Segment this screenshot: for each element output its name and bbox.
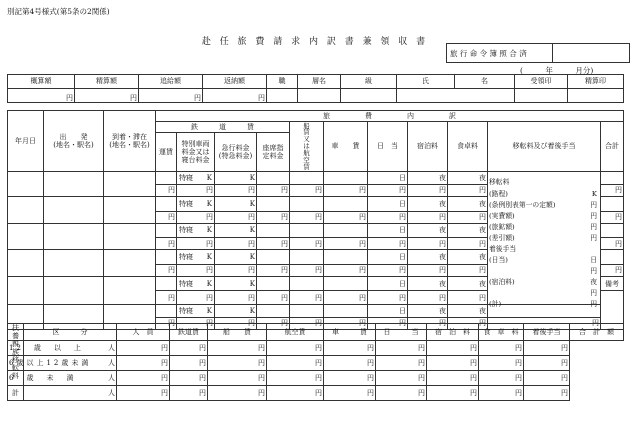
express-yen[interactable]: 円 bbox=[215, 318, 257, 330]
car-yen[interactable]: 円 bbox=[324, 238, 368, 250]
day-count[interactable]: 日 bbox=[368, 172, 408, 185]
table-yen[interactable]: 円 bbox=[448, 318, 488, 330]
table-nights[interactable]: 夜 bbox=[448, 223, 488, 238]
header-air: 航空賃 bbox=[267, 324, 324, 341]
header-gaisan: 概算額 bbox=[8, 75, 75, 89]
header-transfer: 移転料及び着後手当 bbox=[488, 122, 601, 172]
ship-amount[interactable]: 円 bbox=[170, 371, 208, 386]
ship-yen[interactable]: 円 bbox=[290, 264, 324, 276]
notes-label: (実費額) bbox=[489, 212, 515, 220]
seat-top[interactable] bbox=[257, 172, 290, 185]
ship-top[interactable] bbox=[290, 250, 324, 265]
header-persons: 人 員 bbox=[117, 324, 170, 341]
ship-yen[interactable]: 円 bbox=[290, 238, 324, 250]
tokushin-label: 特寝 bbox=[179, 306, 193, 315]
header-seat: 座席指 定料金 bbox=[257, 133, 290, 172]
total-top[interactable] bbox=[601, 250, 624, 265]
lodging-yen[interactable]: 円 bbox=[408, 185, 448, 197]
notes-line bbox=[489, 256, 599, 265]
header-tsuikyu: 追給額 bbox=[139, 75, 203, 89]
date-cell[interactable] bbox=[8, 197, 44, 224]
special-car-cell[interactable] bbox=[177, 223, 215, 238]
lodging-yen[interactable]: 円 bbox=[408, 291, 448, 305]
k-label: K bbox=[206, 252, 212, 261]
table-amount[interactable]: 円 bbox=[427, 341, 479, 356]
special-car-yen[interactable]: 円 bbox=[177, 211, 215, 223]
lodging-yen[interactable]: 円 bbox=[408, 238, 448, 250]
header-railway: 鉄 道 賃 bbox=[156, 122, 290, 133]
day-amount[interactable]: 円 bbox=[324, 386, 376, 401]
header-arrival: 到着・滞在 (地名・駅名) bbox=[104, 111, 156, 172]
persons-cell[interactable]: 人 bbox=[24, 341, 117, 356]
category-label: 6 歳 未 満 bbox=[8, 371, 24, 386]
total-top[interactable] bbox=[601, 223, 624, 238]
total-amount[interactable]: 円 bbox=[524, 341, 570, 356]
tokushin-label: 特寝 bbox=[179, 173, 193, 182]
air-amount[interactable]: 円 bbox=[208, 341, 267, 356]
seisanin-field[interactable] bbox=[568, 89, 624, 103]
fare-top[interactable] bbox=[156, 223, 177, 238]
header-car-b: 車 賃 bbox=[324, 324, 376, 341]
k-label: K bbox=[206, 199, 212, 208]
express-k[interactable]: K bbox=[215, 305, 257, 318]
rail-amount[interactable]: 円 bbox=[117, 341, 170, 356]
notes-line bbox=[489, 234, 599, 243]
fare-top[interactable] bbox=[156, 305, 177, 318]
table-amount[interactable]: 円 bbox=[427, 386, 479, 401]
date-cell[interactable] bbox=[8, 223, 44, 250]
travel-detail-table bbox=[7, 110, 624, 330]
shoku-field[interactable] bbox=[267, 89, 298, 103]
notes-line bbox=[489, 201, 599, 210]
header-seisanin: 精算印 bbox=[568, 75, 624, 89]
day-count[interactable]: 日 bbox=[368, 250, 408, 265]
table-nights[interactable]: 夜 bbox=[448, 172, 488, 185]
notes-unit: 円 bbox=[590, 289, 597, 297]
k-label: K bbox=[206, 173, 212, 182]
car-top[interactable] bbox=[324, 223, 368, 238]
notes-label: (日当) bbox=[489, 256, 508, 264]
special-car-cell[interactable] bbox=[177, 172, 215, 185]
summary-table bbox=[7, 74, 624, 103]
lodging-amount[interactable]: 円 bbox=[376, 386, 427, 401]
seat-yen[interactable]: 円 bbox=[257, 291, 290, 305]
header-total: 合計 bbox=[601, 122, 624, 172]
notes-unit: 円 bbox=[590, 212, 597, 220]
lodging-nights[interactable]: 夜 bbox=[408, 276, 448, 291]
arrival-cell[interactable] bbox=[104, 172, 156, 197]
header-date: 年月日 bbox=[8, 111, 44, 172]
approval-label: 旅 行 命 令 簿 照 合 済 bbox=[447, 44, 553, 63]
departure-cell[interactable] bbox=[44, 276, 104, 304]
total-amount[interactable]: 円 bbox=[524, 386, 570, 401]
seat-top[interactable] bbox=[257, 250, 290, 265]
air-amount[interactable]: 円 bbox=[208, 371, 267, 386]
ship-top[interactable] bbox=[290, 276, 324, 291]
notes-label: (路程) bbox=[489, 190, 508, 198]
header-seisan: 精算額 bbox=[75, 75, 139, 89]
seat-top[interactable] bbox=[257, 276, 290, 291]
express-yen[interactable]: 円 bbox=[215, 291, 257, 305]
header-grand-total: 合 計 額 bbox=[570, 324, 624, 341]
lodging-yen[interactable]: 円 bbox=[408, 264, 448, 276]
total-yen[interactable]: 円 bbox=[601, 238, 624, 250]
juryoin-field[interactable] bbox=[515, 89, 568, 103]
special-car-yen[interactable]: 円 bbox=[177, 291, 215, 305]
seat-yen[interactable]: 円 bbox=[257, 185, 290, 197]
special-car-yen[interactable]: 円 bbox=[177, 238, 215, 250]
notes-unit: K bbox=[591, 190, 597, 198]
notes-unit: 円 bbox=[590, 223, 597, 231]
year-month: ( 年 月分) bbox=[520, 66, 594, 75]
ship-yen[interactable]: 円 bbox=[290, 291, 324, 305]
date-cell[interactable] bbox=[8, 250, 44, 277]
lodging-nights[interactable]: 夜 bbox=[408, 250, 448, 265]
header-car: 車 賃 bbox=[324, 122, 368, 172]
tokushin-label: 特寝 bbox=[179, 279, 193, 288]
total-yen[interactable]: 円 bbox=[601, 211, 624, 223]
k-label: K bbox=[206, 279, 212, 288]
car-yen[interactable]: 円 bbox=[324, 264, 368, 276]
car-top[interactable] bbox=[324, 197, 368, 212]
ship-top[interactable] bbox=[290, 197, 324, 212]
day-count[interactable]: 日 bbox=[368, 276, 408, 291]
header-fare: 運賃 bbox=[156, 133, 177, 172]
fare-yen[interactable]: 円 bbox=[156, 238, 177, 250]
ship-amount[interactable]: 円 bbox=[170, 356, 208, 371]
car-top[interactable] bbox=[324, 250, 368, 265]
total-yen[interactable]: 円 bbox=[601, 185, 624, 197]
ship-yen[interactable]: 円 bbox=[290, 318, 324, 330]
day-yen[interactable]: 円 bbox=[368, 211, 408, 223]
rail-amount[interactable]: 円 bbox=[117, 386, 170, 401]
total-top[interactable] bbox=[601, 172, 624, 185]
departure-cell[interactable] bbox=[44, 172, 104, 197]
notes-label: (差引額) bbox=[489, 234, 515, 242]
tokushin-label: 特寝 bbox=[179, 226, 193, 235]
fare-yen[interactable]: 円 bbox=[156, 291, 177, 305]
table-amount[interactable]: 円 bbox=[427, 356, 479, 371]
header-hennou: 返納額 bbox=[203, 75, 267, 89]
special-car-yen[interactable]: 円 bbox=[177, 318, 215, 330]
header-mei: 名 bbox=[455, 75, 515, 89]
car-top[interactable] bbox=[324, 305, 368, 318]
lodging-nights[interactable]: 夜 bbox=[408, 223, 448, 238]
lodging-yen[interactable]: 円 bbox=[408, 318, 448, 330]
arrival-cell[interactable] bbox=[104, 197, 156, 224]
lodging-nights[interactable]: 夜 bbox=[408, 172, 448, 185]
gaisan-amount[interactable]: 円 bbox=[8, 89, 75, 103]
header-lodging: 宿泊料 bbox=[408, 122, 448, 172]
notes-label: 移転料 bbox=[489, 178, 510, 186]
header-soumei: 層名 bbox=[298, 75, 341, 89]
ship-amount[interactable]: 円 bbox=[170, 386, 208, 401]
special-car-cell[interactable] bbox=[177, 305, 215, 318]
table-yen[interactable]: 円 bbox=[448, 211, 488, 223]
special-car-yen[interactable]: 円 bbox=[177, 185, 215, 197]
total-yen[interactable]: 円 bbox=[601, 264, 624, 276]
seat-yen[interactable]: 円 bbox=[257, 264, 290, 276]
day-yen[interactable]: 円 bbox=[368, 318, 408, 330]
dependents-label: 扶養親族移転料 bbox=[8, 324, 24, 341]
notes-label: (宿泊料) bbox=[489, 278, 515, 286]
total-amount[interactable]: 円 bbox=[524, 356, 570, 371]
day-amount[interactable]: 円 bbox=[324, 371, 376, 386]
car-top[interactable] bbox=[324, 276, 368, 291]
car-yen[interactable]: 円 bbox=[324, 211, 368, 223]
fare-yen[interactable]: 円 bbox=[156, 185, 177, 197]
transfer-notes-cell bbox=[488, 172, 601, 308]
departure-cell[interactable] bbox=[44, 223, 104, 250]
air-amount[interactable]: 円 bbox=[208, 386, 267, 401]
table-yen[interactable]: 円 bbox=[448, 185, 488, 197]
day-yen[interactable]: 円 bbox=[368, 264, 408, 276]
express-yen[interactable]: 円 bbox=[215, 211, 257, 223]
notes-label: (旅鉱額) bbox=[489, 223, 515, 231]
express-yen[interactable]: 円 bbox=[215, 238, 257, 250]
header-travel-breakdown: 旅 費 内 訳 bbox=[156, 111, 624, 122]
table-nights[interactable]: 夜 bbox=[448, 305, 488, 318]
header-arrival-allowance: 着後手当 bbox=[524, 324, 570, 341]
air-amount[interactable]: 円 bbox=[208, 356, 267, 371]
fare-yen[interactable]: 円 bbox=[156, 318, 177, 330]
lodging-nights[interactable]: 夜 bbox=[408, 197, 448, 212]
header-shoku: 職 bbox=[267, 75, 298, 89]
ship-top[interactable] bbox=[290, 223, 324, 238]
allowance-amount[interactable]: 円 bbox=[479, 356, 524, 371]
express-k[interactable]: K bbox=[215, 172, 257, 185]
notes-line bbox=[489, 300, 599, 309]
tokushin-label: 特寝 bbox=[179, 199, 193, 208]
day-count[interactable]: 日 bbox=[368, 305, 408, 318]
notes-line bbox=[489, 278, 599, 287]
express-k[interactable]: K bbox=[215, 223, 257, 238]
header-ship: 船 賃 bbox=[208, 324, 267, 341]
header-ship-air: 船 賃 又 は 航 空 賃 bbox=[290, 122, 324, 172]
notes-unit: 円 bbox=[590, 267, 597, 275]
express-k[interactable]: K bbox=[215, 250, 257, 265]
header-kyu: 級 bbox=[341, 75, 397, 89]
express-k[interactable]: K bbox=[215, 197, 257, 212]
header-special-car: 特別車両 料金又は 寝台料金 bbox=[177, 133, 215, 172]
arrival-cell[interactable] bbox=[104, 276, 156, 304]
fare-top[interactable] bbox=[156, 276, 177, 291]
car-amount[interactable]: 円 bbox=[267, 356, 324, 371]
allowance-amount[interactable]: 円 bbox=[479, 386, 524, 401]
car-yen[interactable]: 円 bbox=[324, 318, 368, 330]
ship-yen[interactable]: 円 bbox=[290, 185, 324, 197]
category-label: 6歳以上12歳未満 bbox=[8, 356, 24, 371]
departure-cell[interactable] bbox=[44, 197, 104, 224]
persons-cell[interactable]: 人 bbox=[24, 356, 117, 371]
fare-top[interactable] bbox=[156, 172, 177, 185]
day-yen[interactable]: 円 bbox=[368, 291, 408, 305]
header-shi: 氏 bbox=[397, 75, 455, 89]
remarks-label: 備考 bbox=[601, 276, 624, 291]
tsuikyu-amount[interactable]: 円 bbox=[139, 89, 203, 103]
soumei-field[interactable] bbox=[298, 89, 341, 103]
table-nights[interactable]: 夜 bbox=[448, 276, 488, 291]
notes-line bbox=[489, 190, 599, 199]
special-car-cell[interactable] bbox=[177, 250, 215, 265]
k-label: K bbox=[206, 306, 212, 315]
ship-yen[interactable]: 円 bbox=[290, 211, 324, 223]
table-nights[interactable]: 夜 bbox=[448, 250, 488, 265]
fare-yen[interactable]: 円 bbox=[156, 211, 177, 223]
fare-yen[interactable]: 円 bbox=[156, 264, 177, 276]
fare-top[interactable] bbox=[156, 250, 177, 265]
day-yen[interactable]: 円 bbox=[368, 238, 408, 250]
persons-cell[interactable]: 人 bbox=[24, 371, 117, 386]
notes-unit: 円 bbox=[590, 234, 597, 242]
special-car-yen[interactable]: 円 bbox=[177, 264, 215, 276]
table-amount[interactable]: 円 bbox=[427, 371, 479, 386]
seisan-amount[interactable]: 円 bbox=[75, 89, 139, 103]
name-field[interactable] bbox=[397, 89, 515, 103]
document-title: 赴 任 旅 費 請 求 内 訳 書 兼 領 収 書 bbox=[201, 37, 429, 47]
category-label: 計 bbox=[8, 386, 24, 401]
kyu-field[interactable] bbox=[341, 89, 397, 103]
lodging-nights[interactable]: 夜 bbox=[408, 305, 448, 318]
express-yen[interactable]: 円 bbox=[215, 264, 257, 276]
express-k[interactable]: K bbox=[215, 276, 257, 291]
seat-top[interactable] bbox=[257, 197, 290, 212]
notes-unit: 円 bbox=[590, 201, 597, 209]
special-car-cell[interactable] bbox=[177, 197, 215, 212]
header-express: 急行料金 (特急料金) bbox=[215, 133, 257, 172]
day-amount[interactable]: 円 bbox=[324, 356, 376, 371]
k-label: K bbox=[206, 226, 212, 235]
car-amount[interactable]: 円 bbox=[267, 386, 324, 401]
express-yen[interactable]: 円 bbox=[215, 185, 257, 197]
ship-amount[interactable]: 円 bbox=[170, 341, 208, 356]
lodging-amount[interactable]: 円 bbox=[376, 356, 427, 371]
arrival-cell[interactable] bbox=[104, 250, 156, 277]
ship-top[interactable] bbox=[290, 305, 324, 318]
rail-amount[interactable]: 円 bbox=[117, 356, 170, 371]
notes-line bbox=[489, 245, 599, 254]
car-yen[interactable]: 円 bbox=[324, 185, 368, 197]
transfer-yen[interactable]: 円 bbox=[488, 318, 601, 330]
date-cell[interactable] bbox=[8, 172, 44, 197]
header-category: 区 分 bbox=[24, 324, 117, 341]
car-amount[interactable]: 円 bbox=[267, 371, 324, 386]
seat-yen[interactable]: 円 bbox=[257, 211, 290, 223]
header-table: 食卓料 bbox=[448, 122, 488, 172]
total-top[interactable] bbox=[601, 197, 624, 212]
hennou-amount[interactable]: 円 bbox=[203, 89, 267, 103]
category-label: 12 歳 以 上 bbox=[8, 341, 24, 356]
day-count[interactable]: 日 bbox=[368, 197, 408, 212]
total-amount[interactable]: 円 bbox=[524, 371, 570, 386]
approval-box bbox=[446, 43, 630, 63]
table-nights[interactable]: 夜 bbox=[448, 197, 488, 212]
day-amount[interactable]: 円 bbox=[324, 341, 376, 356]
approval-stamp-cell[interactable] bbox=[553, 44, 630, 63]
departure-cell[interactable] bbox=[44, 250, 104, 277]
notes-unit: 夜 bbox=[590, 278, 597, 286]
car-amount[interactable]: 円 bbox=[267, 341, 324, 356]
table-yen[interactable]: 円 bbox=[448, 291, 488, 305]
date-cell[interactable] bbox=[8, 276, 44, 304]
notes-line bbox=[489, 223, 599, 232]
seat-yen[interactable]: 円 bbox=[257, 238, 290, 250]
day-yen[interactable]: 円 bbox=[368, 185, 408, 197]
header-departure: 出 発 (地名・駅名) bbox=[44, 111, 104, 172]
arrival-cell[interactable] bbox=[104, 223, 156, 250]
table-yen[interactable]: 円 bbox=[448, 238, 488, 250]
allowance-amount[interactable]: 円 bbox=[479, 371, 524, 386]
notes-line bbox=[489, 212, 599, 221]
day-count[interactable]: 日 bbox=[368, 223, 408, 238]
transfer-notes bbox=[489, 178, 599, 308]
header-lodging-b: 宿 泊 料 bbox=[427, 324, 479, 341]
seat-yen[interactable]: 円 bbox=[257, 318, 290, 330]
car-top[interactable] bbox=[324, 172, 368, 185]
dependents-table bbox=[7, 323, 624, 401]
ship-top[interactable] bbox=[290, 172, 324, 185]
header-day-b: 日 当 bbox=[376, 324, 427, 341]
form-reference: 別記第4号様式(第5条の2関係) bbox=[7, 7, 110, 16]
fare-top[interactable] bbox=[156, 197, 177, 212]
notes-unit: 円 bbox=[590, 300, 597, 308]
notes-line bbox=[489, 178, 599, 187]
special-car-cell[interactable] bbox=[177, 276, 215, 291]
notes-label: (計) bbox=[489, 300, 502, 308]
seat-top[interactable] bbox=[257, 223, 290, 238]
header-table-b: 食 卓 料 bbox=[479, 324, 524, 341]
persons-cell[interactable]: 人 bbox=[24, 386, 117, 401]
lodging-yen[interactable]: 円 bbox=[408, 211, 448, 223]
table-yen[interactable]: 円 bbox=[448, 264, 488, 276]
notes-label: 着後手当 bbox=[489, 245, 517, 253]
header-juryoin: 受領印 bbox=[515, 75, 568, 89]
seat-top[interactable] bbox=[257, 305, 290, 318]
tokushin-label: 特寝 bbox=[179, 252, 193, 261]
lodging-amount[interactable]: 円 bbox=[376, 371, 427, 386]
allowance-amount[interactable]: 円 bbox=[479, 341, 524, 356]
notes-label: (条例別表第一の定額) bbox=[489, 201, 556, 209]
notes-unit: 日 bbox=[590, 256, 597, 264]
rail-amount[interactable]: 円 bbox=[117, 371, 170, 386]
car-yen[interactable]: 円 bbox=[324, 291, 368, 305]
lodging-amount[interactable]: 円 bbox=[376, 341, 427, 356]
header-rail: 鉄道賃 bbox=[170, 324, 208, 341]
header-day-allowance: 日 当 bbox=[368, 122, 408, 172]
